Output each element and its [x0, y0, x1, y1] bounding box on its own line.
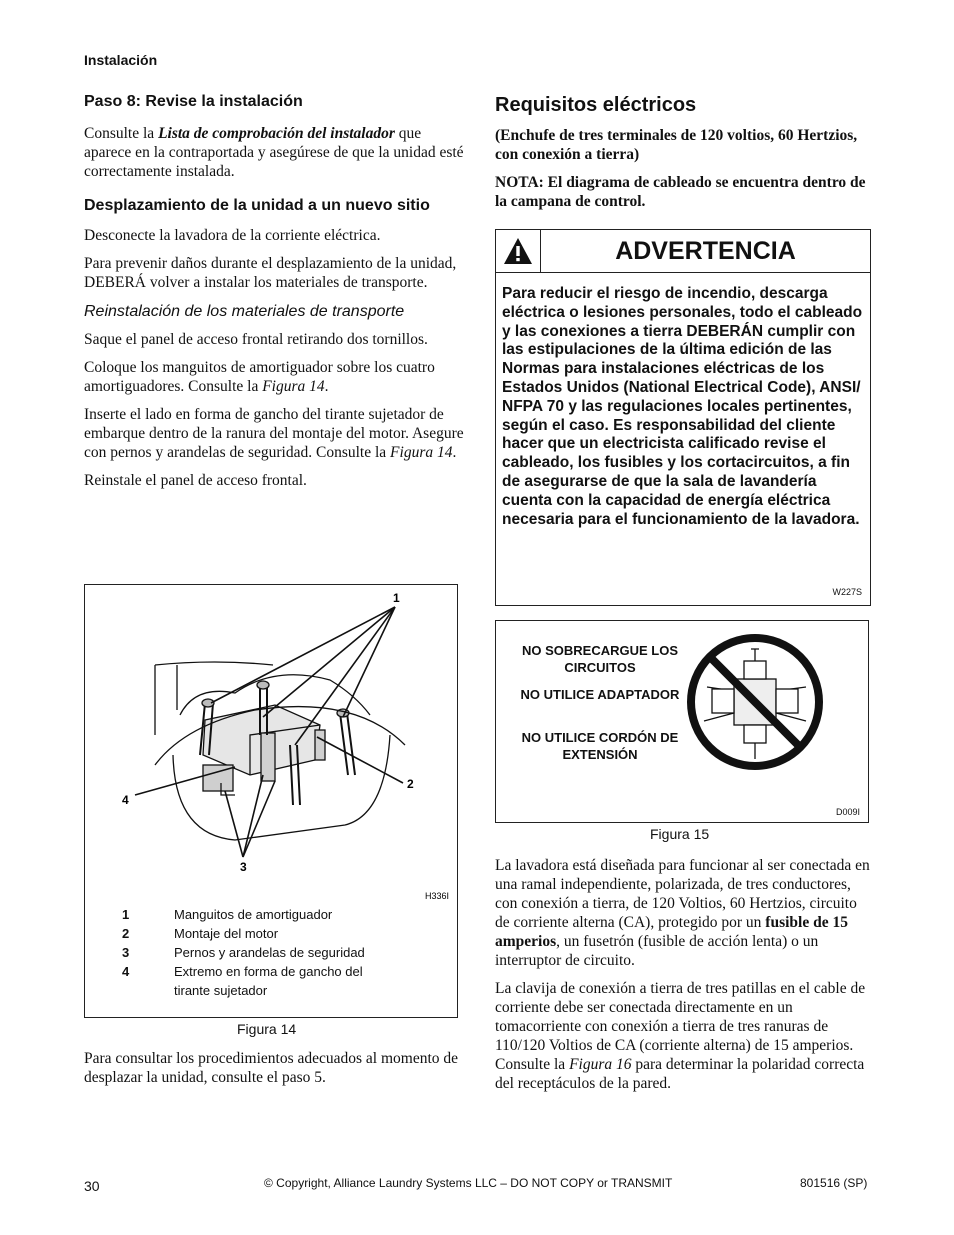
wiring-note: NOTA: El diagrama de cableado se encuentra dentro de la campana de control.	[495, 174, 866, 210]
figure-14-caption: Figura 14	[237, 1021, 297, 1037]
closing-paragraph: Para consultar los procedimientos adecuados al momento de desplazar la unidad, consulte el paso 5.	[84, 1050, 459, 1086]
legend-item: 3 Pernos y arandelas de seguridad	[122, 945, 365, 960]
move-paragraph-2: Para prevenir daños durante el desplazamiento de la unidad, DEBERÁ volver a instalar los materiales de transporte.	[84, 255, 457, 291]
section-label: Instalación	[84, 52, 158, 68]
legend-item: 4 Extremo en forma de gancho del tirante sujetador	[122, 964, 363, 998]
callout-1: 1	[393, 591, 400, 605]
reinstall-heading: Reinstalación de los materiales de transporte	[84, 303, 405, 320]
figure-16-ref[interactable]: Figura 16	[569, 1056, 632, 1073]
reinstall-paragraph-4: Reinstale el panel de acceso frontal.	[84, 472, 307, 489]
reinstall-paragraph-2: Coloque los manguitos de amortiguador sobre los cuatro amortiguadores. Consulte la Figura 14.	[84, 359, 435, 395]
callout-3: 3	[240, 860, 247, 874]
figure-15-caption: Figura 15	[650, 826, 710, 842]
page-number: 30	[84, 1178, 100, 1194]
step-8-paragraph: Consulte la Lista de comprobación del instalador que aparece en la contraportada y asegúrese de que la unidad esté correctamente instalada.	[84, 125, 464, 180]
copyright-notice: © Copyright, Alliance Laundry Systems LLC – DO NOT COPY or TRANSMIT	[264, 1176, 673, 1190]
no-adapter-text: NO UTILICE ADAPTADOR	[520, 687, 680, 702]
figure-15-code: D009I	[835, 807, 860, 817]
figure-14-ref[interactable]: Figura 14	[390, 444, 453, 461]
shock-absorber-illustration	[85, 585, 457, 901]
figure-15-box	[495, 620, 869, 823]
no-adapter-prohibition-icon	[682, 629, 828, 775]
callout-4: 4	[122, 793, 129, 807]
warning-header	[496, 230, 870, 273]
fuse-emphasis: fusible de 15 amperios	[495, 914, 848, 950]
installer-checklist-ref: Lista de comprobación del instalador	[158, 125, 395, 142]
warning-triangle-icon	[496, 230, 541, 272]
figure-14-code: H336I	[425, 891, 450, 901]
document-id: 801516 (SP)	[800, 1176, 868, 1190]
reinstall-paragraph-1: Saque el panel de acceso frontal retirando dos tornillos.	[84, 331, 428, 348]
warning-text: Para reducir el riesgo de incendio, descarga eléctrica o lesiones personales, todo el cableado y las conexiones a tierra DEBERÁN cumplir con las estipulaciones de la última edición de las Normas para instalaciones eléctricas de los Estados Unidos (National Electrical Code), ANSI/ NFPA 70 y las regulaciones locales pertinentes, según el caso. Es responsabilidad del cliente hacer que un electricista calificado revise el cableado, los fusibles y los cortacircuitos, a fin de asegurarse de que la sala de lavandería cuenta con la capacidad de energía eléctrica necesaria para el funcionamiento de la lavadora.	[502, 285, 863, 528]
right-column	[495, 92, 871, 220]
move-unit-heading: Desplazamiento de la unidad a un nuevo sitio	[84, 197, 430, 214]
step-8-heading: Paso 8: Revise la instalación	[84, 93, 303, 110]
warning-code: W227S	[832, 587, 862, 597]
right-body	[495, 856, 870, 1102]
callout-2: 2	[407, 777, 414, 791]
reinstall-paragraph-3: Inserte el lado en forma de gancho del tirante sujetador de embarque dentro de la ranura del montaje del motor. Asegure con pernos y arandelas de seguridad. Consulte la Figura 14.	[84, 406, 464, 461]
plug-info: (Enchufe de tres terminales de 120 voltios, 60 Hertzios, con conexión a tierra)	[495, 127, 858, 163]
electrical-requirements-heading: Requisitos eléctricos	[495, 94, 697, 116]
left-column	[84, 92, 464, 499]
legend-item: 2 Montaje del motor	[122, 926, 279, 941]
figure-14-legend	[122, 905, 365, 1000]
figure-14-ref[interactable]: Figura 14	[262, 378, 325, 395]
warning-box	[495, 229, 871, 606]
no-extension-cord-text: NO UTILICE CORDÓN DE EXTENSIÓN	[521, 730, 679, 762]
circuit-paragraph: La lavadora está diseñada para funcionar al ser conectada en una ramal independiente, polarizada, de tres conductores, con conexión a tierra, de 120 Voltios, 60 Hertzios, circuito de corriente alterna (CA), protegido por un fusible de 15 amperios, un fusetrón (fusible de acción lenta) o un interruptor de circuito.	[495, 857, 870, 969]
no-overload-text: NO SOBRECARGUE LOS CIRCUITOS	[521, 643, 678, 675]
move-paragraph-1: Desconecte la lavadora de la corriente eléctrica.	[84, 227, 381, 244]
warning-title: ADVERTENCIA	[615, 237, 796, 265]
legend-item: 1 Manguitos de amortiguador	[122, 907, 333, 922]
grounding-paragraph: La clavija de conexión a tierra de tres patillas en el cable de corriente debe ser conectada directamente en un tomacorriente con conexión a tierra de tres ranuras de 110/120 Voltios de CA (corriente alterna) de 15 amperios. Consulte la Figura 16 para determinar la polaridad correcta del receptáculos de la pared.	[495, 980, 866, 1092]
